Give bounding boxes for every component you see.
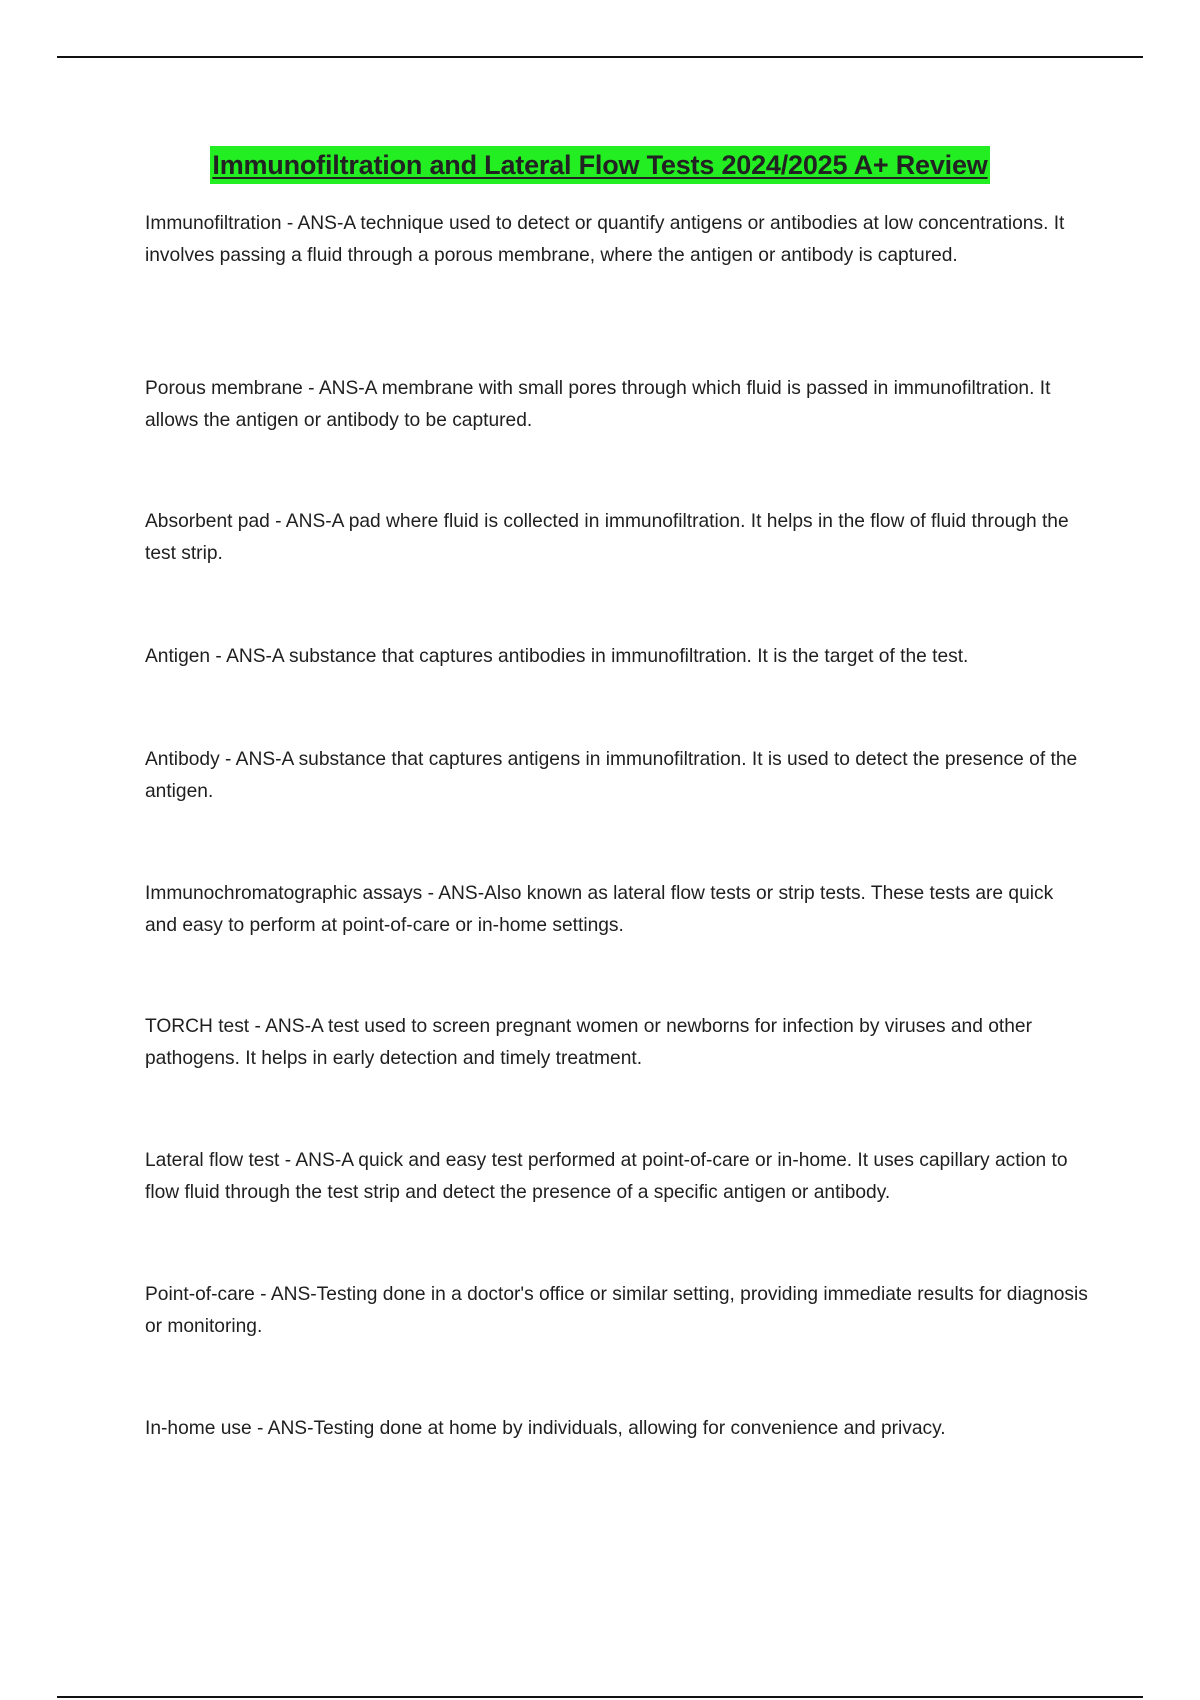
entry-antigen: Antigen - ANS-A substance that captures antibodies in immunofiltration. It is the target of the test. <box>145 646 969 667</box>
top-rule <box>57 56 1143 58</box>
entry-immunofiltration: Immunofiltration - ANS-A technique used to detect or quantify antigens or antibodies at low concentrations. It involves passing a fluid through a porous membrane, where the antigen or antibody is captured. <box>145 213 1065 266</box>
entry-antibody: Antibody - ANS-A substance that captures antigens in immunofiltration. It is used to detect the presence of the antigen. <box>145 749 1078 802</box>
document-title: Immunofiltration and Lateral Flow Tests 2024/2025 A+ Review <box>210 146 989 184</box>
entry-point-of-care: Point-of-care - ANS-Testing done in a doctor's office or similar setting, providing immediate results for diagnosis or monitoring. <box>145 1284 1088 1337</box>
entry-absorbent-pad: Absorbent pad - ANS-A pad where fluid is collected in immunofiltration. It helps in the flow of fluid through the test strip. <box>145 511 1069 564</box>
entry-lateral-flow-test: Lateral flow test - ANS-A quick and easy test performed at point-of-care or in-home. It uses capillary action to flow fluid through the test strip and detect the presence of a specific antigen or antibody. <box>145 1150 1068 1203</box>
title-container <box>0 146 1200 184</box>
entry-in-home-use: In-home use - ANS-Testing done at home by individuals, allowing for convenience and privacy. <box>145 1418 946 1439</box>
entry-immunochromatographic-assays: Immunochromatographic assays - ANS-Also known as lateral flow tests or strip tests. These tests are quick and easy to perform at point-of-care or in-home settings. <box>145 883 1054 936</box>
entry-torch-test: TORCH test - ANS-A test used to screen pregnant women or newborns for infection by viruses and other pathogens. It helps in early detection and timely treatment. <box>145 1016 1032 1069</box>
bottom-rule <box>57 1696 1143 1698</box>
entry-porous-membrane: Porous membrane - ANS-A membrane with small pores through which fluid is passed in immunofiltration. It allows the antigen or antibody to be captured. <box>145 378 1051 431</box>
